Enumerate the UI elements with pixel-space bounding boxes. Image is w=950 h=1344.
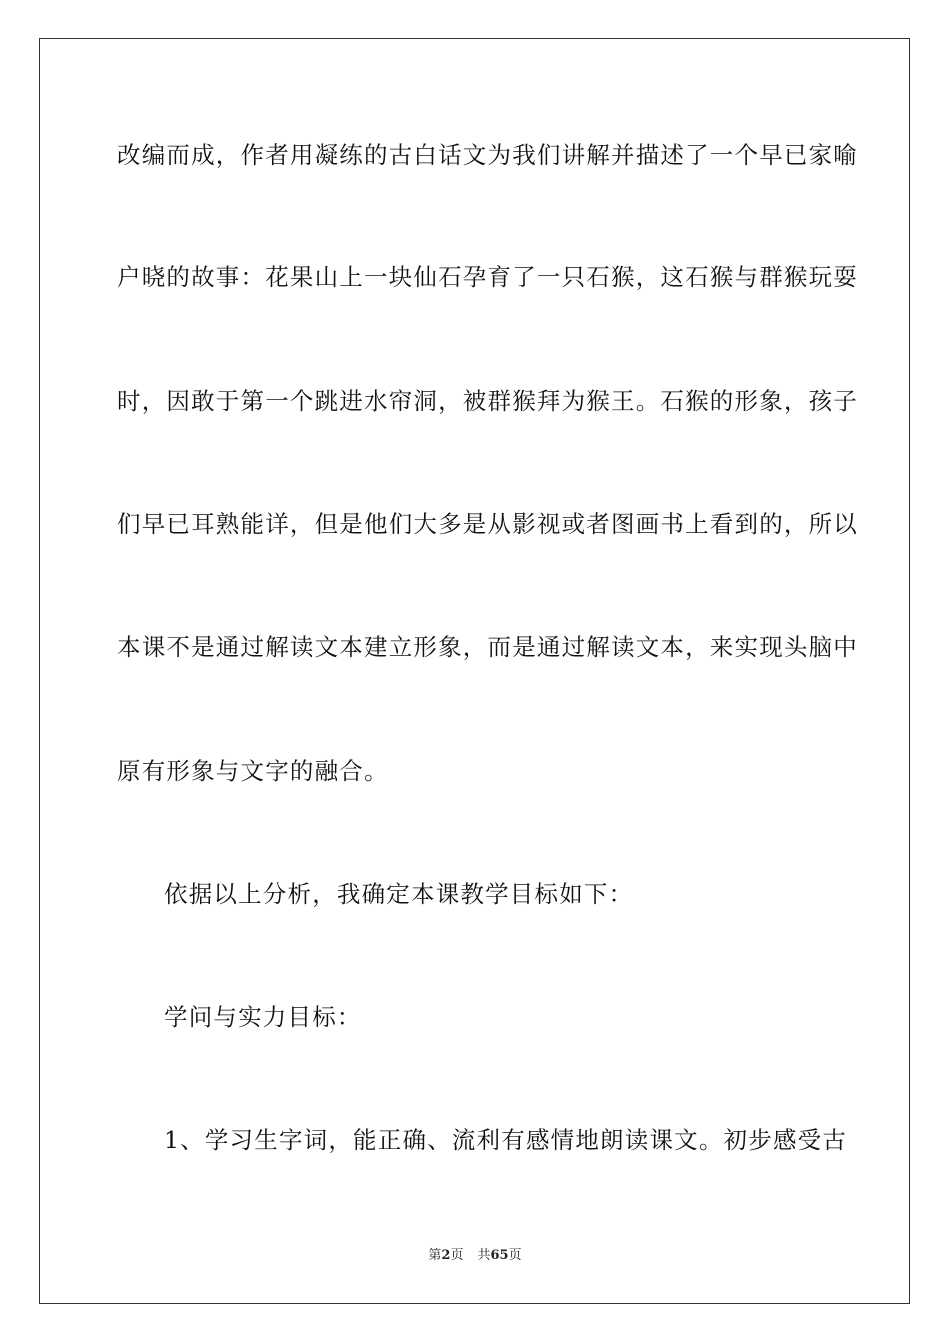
body-text-line-4: 们早已耳熟能详，但是他们大多是从影视或者图画书上看到的，所以 xyxy=(117,510,858,538)
body-text-line-5: 本课不是通过解读文本建立形象，而是通过解读文本，来实现头脑中 xyxy=(117,633,858,661)
paragraph-analysis-summary: 依据以上分析，我确定本课教学目标如下： xyxy=(164,880,634,908)
body-text-line-6: 原有形象与文字的融合。 xyxy=(117,757,389,785)
page-label-prefix: 第 xyxy=(428,1248,442,1263)
section-heading-knowledge-goals: 学问与实力目标： xyxy=(164,1003,362,1031)
body-text-line-3: 时，因敢于第一个跳进水帘洞，被群猴拜为猴王。石猴的形象，孩子 xyxy=(117,387,858,415)
page-border xyxy=(39,38,910,1304)
body-text-line-2: 户晓的故事：花果山上一块仙石孕育了一只石猴，这石猴与群猴玩耍 xyxy=(117,263,858,291)
current-page-number: 2 xyxy=(441,1248,451,1263)
body-text-line-1: 改编而成，作者用凝练的古白话文为我们讲解并描述了一个早已家喻 xyxy=(117,141,858,169)
total-label-suffix: 页 xyxy=(508,1248,522,1263)
page-footer xyxy=(0,1247,950,1265)
total-page-count: 65 xyxy=(490,1248,509,1263)
total-label-prefix: 共 xyxy=(477,1248,491,1263)
page-label-suffix: 页 xyxy=(450,1248,464,1263)
goal-item-1: 1、学习生字词，能正确、流利有感情地朗读课文。初步感受古 xyxy=(164,1126,848,1154)
